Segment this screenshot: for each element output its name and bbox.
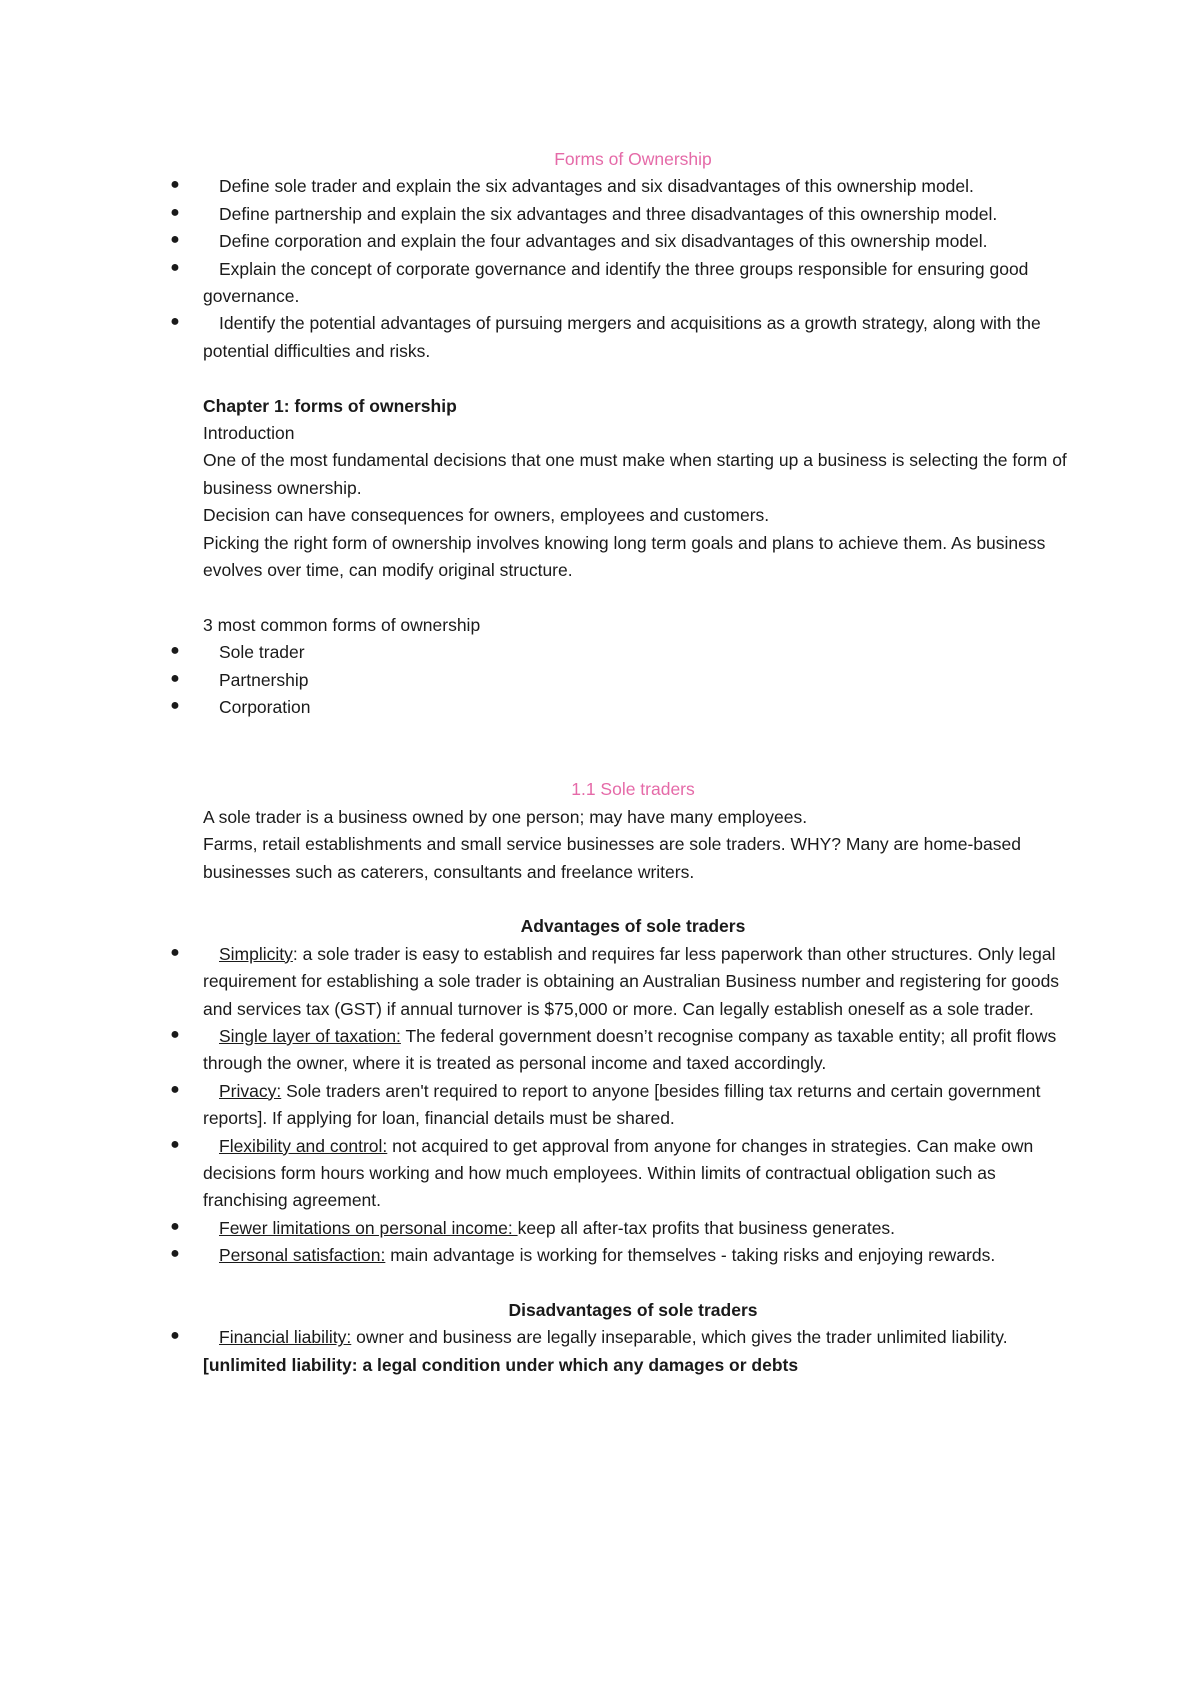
objective-text: Identify the potential advantages of pursuing mergers and acquisitions as a growth strategy, along with the potential difficulties and risks. xyxy=(203,313,1041,361)
objectives-list xyxy=(170,173,1083,365)
form-name: Corporation xyxy=(219,697,311,718)
disadvantages-list xyxy=(170,1324,1083,1379)
spacer xyxy=(203,365,1083,392)
advantage-text: keep all after-tax profits that business generates. xyxy=(517,1217,896,1238)
bullet-icon: ● xyxy=(170,943,180,961)
form-name: Sole trader xyxy=(219,642,305,663)
intro-label: Introduction xyxy=(203,423,295,444)
advantage-term: Single layer of taxation: xyxy=(219,1025,401,1046)
spacer xyxy=(203,886,1083,913)
bullet-icon: ● xyxy=(170,313,180,331)
advantage-text: The federal government doesn’t recognise company as taxable entity; all profit flows through the owner, where it is treated as personal income and taxed accordingly. xyxy=(203,1025,1057,1074)
page-title: Forms of Ownership xyxy=(554,149,712,169)
list-item xyxy=(170,256,1083,311)
bullet-icon: ● xyxy=(170,231,180,249)
list-item xyxy=(170,1215,1083,1242)
list-item xyxy=(170,228,1083,255)
advantage-text: a sole trader is easy to establish and requires far less paperwork than other structures. Only legal requirement for establishing a sole trader is obtaining an Australian Business number and registering for goods and services tax (GST) if annual turnover is $75,000 or more. Can legally establish oneself as a sole trader. xyxy=(203,943,1060,1019)
advantage-term: Fewer limitations on personal income: xyxy=(219,1217,518,1238)
advantage-text: Sole traders aren't required to report to anyone [besides filling tax returns and certain government reports]. If applying for loan, financial details must be shared. xyxy=(203,1080,1041,1129)
spacer xyxy=(203,722,1083,777)
bullet-icon: ● xyxy=(170,1025,180,1043)
bullet-icon: ● xyxy=(170,642,180,660)
list-item xyxy=(170,941,1083,1023)
spacer xyxy=(203,584,1083,611)
bullet-icon: ● xyxy=(170,176,180,194)
intro-line: Decision can have consequences for owners, employees and customers. xyxy=(203,505,770,526)
section-heading: 1.1 Sole traders xyxy=(571,779,695,800)
form-name: Partnership xyxy=(219,669,309,690)
section-line: A sole trader is a business owned by one person; may have many employees. xyxy=(203,806,808,827)
bullet-icon: ● xyxy=(170,1080,180,1098)
objective-text: Define sole trader and explain the six advantages and six disadvantages of this ownership model. xyxy=(219,176,974,197)
list-item xyxy=(170,667,1083,694)
list-item xyxy=(170,1023,1083,1078)
list-item xyxy=(170,173,1083,200)
objective-text: Explain the concept of corporate governance and identify the three groups responsible for ensuring good governance. xyxy=(203,258,1029,307)
bullet-icon: ● xyxy=(170,669,180,687)
common-forms-label: 3 most common forms of ownership xyxy=(203,614,481,635)
advantages-heading: Advantages of sole traders xyxy=(520,916,746,937)
list-item xyxy=(170,639,1083,666)
list-item xyxy=(170,1133,1083,1215)
disadvantages-heading: Disadvantages of sole traders xyxy=(508,1299,758,1320)
intro-line: One of the most fundamental decisions that one must make when starting up a business is selecting the form of business ownership. xyxy=(203,450,1067,498)
bullet-icon: ● xyxy=(170,697,180,715)
list-item xyxy=(170,310,1083,365)
advantage-term: Flexibility and control: xyxy=(219,1135,388,1156)
chapter-heading: Chapter 1: forms of ownership xyxy=(203,395,457,416)
list-item xyxy=(170,694,1083,721)
advantage-term: Simplicity xyxy=(219,943,293,964)
list-item xyxy=(170,1078,1083,1133)
bullet-icon: ● xyxy=(170,1135,180,1153)
term-separator: : xyxy=(292,943,303,964)
advantage-text: main advantage is working for themselves - taking risks and enjoying rewards. xyxy=(390,1245,996,1266)
bullet-icon: ● xyxy=(170,1245,180,1263)
section-line: Farms, retail establishments and small service businesses are sole traders. WHY? Many are home-based businesses such as caterers, consultants and freelance writers. xyxy=(203,834,1021,882)
disadvantage-term: Financial liability: xyxy=(219,1327,352,1348)
bullet-icon: ● xyxy=(170,258,180,276)
bullet-icon: ● xyxy=(170,1217,180,1235)
document-content xyxy=(170,146,1083,1379)
advantage-term: Personal satisfaction: xyxy=(219,1245,386,1266)
objective-text: Define partnership and explain the six advantages and three disadvantages of this ownership model. xyxy=(219,203,998,224)
objective-text: Define corporation and explain the four advantages and six disadvantages of this ownership model. xyxy=(219,231,988,252)
list-item xyxy=(170,201,1083,228)
spacer xyxy=(203,1270,1083,1297)
definition-text: [unlimited liability: a legal condition under which any damages or debts xyxy=(203,1354,799,1375)
disadvantage-text: owner and business are legally inseparable, which gives the trader unlimited liability. xyxy=(356,1327,1008,1348)
advantage-term: Privacy: xyxy=(219,1080,282,1101)
advantages-list xyxy=(170,941,1083,1270)
intro-line: Picking the right form of ownership involves knowing long term goals and plans to achieve them. As business evolves over time, can modify original structure. xyxy=(203,532,1046,581)
list-item xyxy=(170,1242,1083,1269)
common-forms-list xyxy=(170,639,1083,721)
bullet-icon: ● xyxy=(170,1327,180,1345)
advantage-text: not acquired to get approval from anyone for changes in strategies. Can make own decisions form hours working and how much employees. Within limits of contractual obligation such as franchising agreement. xyxy=(203,1135,1034,1211)
bullet-icon: ● xyxy=(170,203,180,221)
list-item xyxy=(170,1324,1083,1379)
